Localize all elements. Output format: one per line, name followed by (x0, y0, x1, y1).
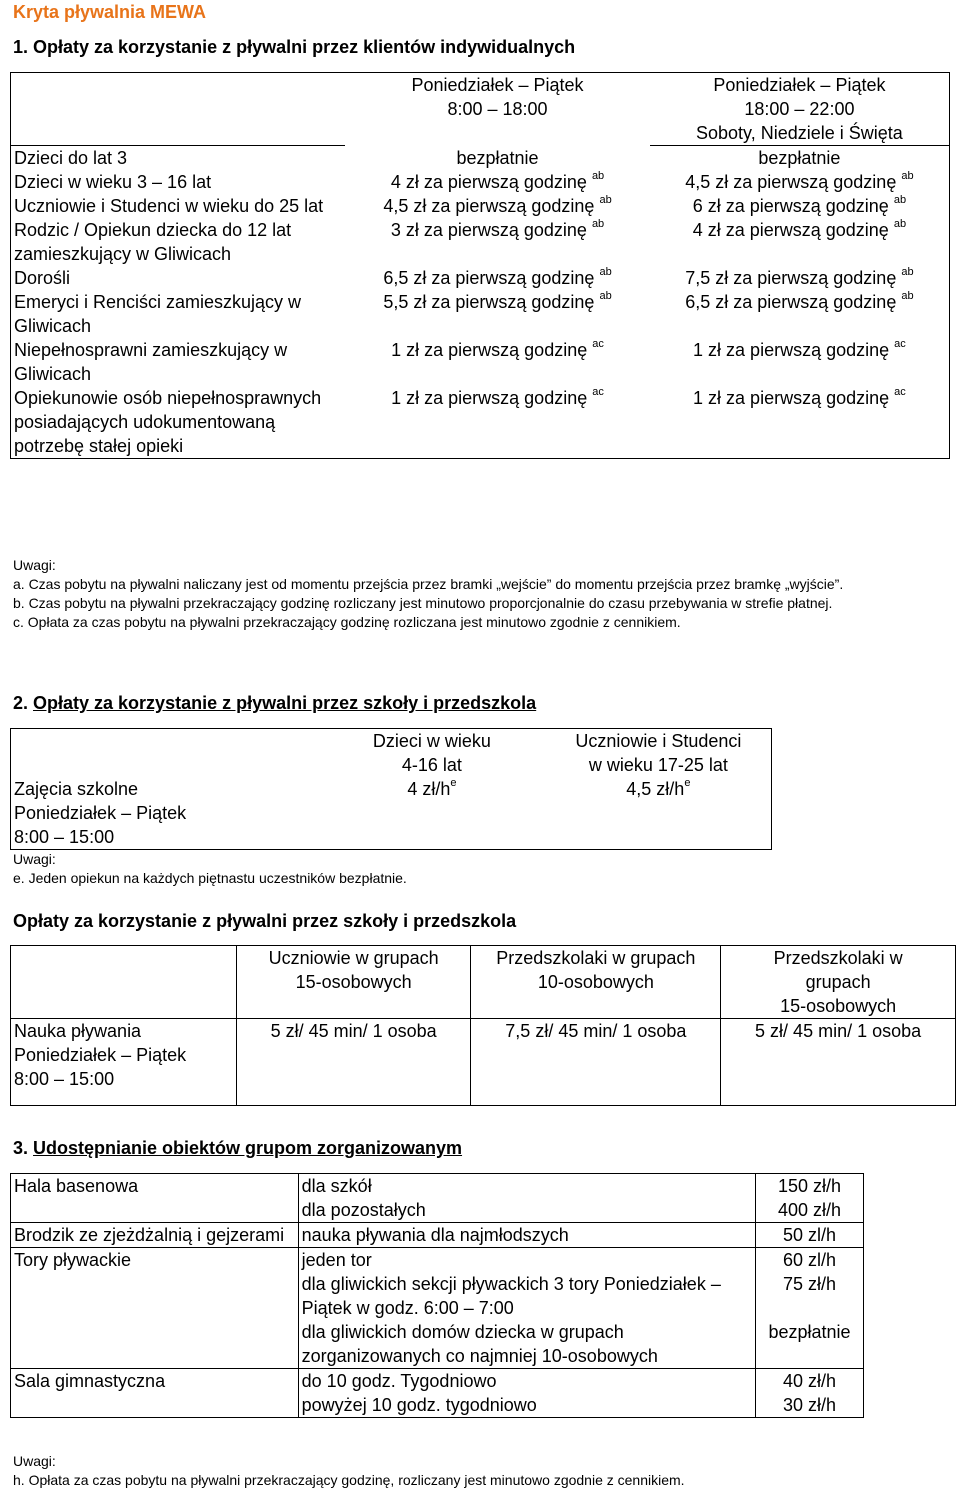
price-cell (318, 777, 546, 850)
col-header-line: 4-16 lat (401, 755, 462, 775)
section-title: Opłaty za korzystanie z pływalni przez szkoły i przedszkola (33, 693, 537, 713)
col-header-line: Poniedziałek – Piątek (411, 75, 584, 95)
footnote-marker: ab (901, 170, 914, 182)
price-value: 4 zł/h (407, 779, 451, 799)
footnote-marker: ab (599, 194, 612, 206)
row-label (11, 777, 319, 850)
empty-header-cell (11, 729, 319, 778)
section-2b-heading: Opłaty za korzystanie z pływalni przez szkoły i przedszkola (13, 911, 517, 931)
price-value: 3 zł za pierwszą godzinę (390, 220, 587, 240)
table-row (11, 777, 772, 850)
price-cell: 5 zł/ 45 min/ 1 osoba (721, 1019, 956, 1106)
price-cell (345, 290, 650, 338)
price-value: bezpłatnie (758, 148, 841, 168)
price-cell (345, 146, 650, 171)
table-row (11, 1248, 864, 1273)
note-h: h. Opłata za czas pobytu na pływalni przekraczający godzinę, rozliczany jest minutowo zgodnie z cennikiem. (13, 1472, 685, 1488)
section-1-notes (13, 556, 948, 632)
rental-description: dla pozostałych (298, 1198, 755, 1223)
table-row (11, 266, 950, 290)
price-value: 7,5 zł za pierwszą godzinę (685, 268, 897, 288)
individual-fees-table (10, 72, 950, 459)
section-number: 2. (13, 693, 34, 713)
col-header-line: 8:00 – 18:00 (447, 99, 548, 119)
document-title: Kryta pływalnia MEWA (13, 2, 207, 22)
price-value: 6,5 zł za pierwszą godzinę (685, 292, 897, 312)
rental-price: 75 zł/h (756, 1272, 864, 1320)
note-b: b. Czas pobytu na pływalni przekraczający godzinę rozliczany jest minutowo proporcjonalnie do czasu przebywania w strefie płatnej. (13, 595, 833, 611)
row-label-line: Zajęcia szkolne (14, 779, 139, 799)
col-header-line: Uczniowie w grupach (268, 948, 439, 968)
price-cell (345, 386, 650, 459)
table-row (11, 386, 950, 459)
rental-price: 400 zł/h (756, 1198, 864, 1223)
facility-name: Brodzik ze zjeżdżalnią i gejzerami (11, 1223, 299, 1248)
price-cell: 5 zł/ 45 min/ 1 osoba (236, 1019, 471, 1106)
school-fees-table (10, 728, 772, 850)
footnote-marker: ab (893, 194, 907, 206)
price-cell (345, 218, 650, 266)
price-value: 4,5 zł za pierwszą godzinę (685, 172, 897, 192)
row-label: Dzieci w wieku 3 – 16 lat (11, 170, 346, 194)
col-header-children (318, 729, 546, 778)
row-label: Dorośli (11, 266, 346, 290)
row-label-line: Poniedziałek – Piątek (14, 803, 187, 823)
table-row (11, 218, 950, 266)
table-row (11, 290, 950, 338)
footnote-marker: ab (599, 266, 612, 278)
col-header-preschool-10 (471, 946, 721, 1019)
rental-price: 30 zł/h (756, 1393, 864, 1418)
rental-description: jeden tor (298, 1248, 755, 1273)
table-row (11, 170, 950, 194)
price-cell (345, 170, 650, 194)
price-cell (546, 777, 772, 850)
note-a: a. Czas pobytu na pływalni naliczany jest od momentu przejścia przez bramki „wejście” do momentu przejścia przez bramkę „wyjście”. (13, 576, 844, 592)
table-row (11, 1174, 864, 1199)
price-cell (345, 338, 650, 386)
section-title: Udostępnianie obiektów grupom zorganizowanym (33, 1138, 463, 1158)
footnote-marker: ab (901, 266, 914, 278)
section-number: 3. (13, 1138, 34, 1158)
footnote-marker: ab (599, 290, 612, 302)
table-header-row (11, 946, 956, 1019)
price-value: 1 zł za pierwszą godzinę (391, 388, 588, 408)
row-label: Opiekunowie osób niepełnosprawnych posiadających udokumentowaną potrzebę stałej opieki (11, 386, 346, 459)
table-header-row (11, 729, 772, 778)
table-row (11, 146, 950, 171)
col-header-line: w wieku 17-25 lat (588, 755, 728, 775)
price-value: 4,5 zł za pierwszą godzinę (383, 196, 595, 216)
table-row (11, 1223, 864, 1248)
row-label-line: Poniedziałek – Piątek (14, 1045, 187, 1065)
price-value: 4 zł za pierwszą godzinę (390, 172, 587, 192)
rental-price: 40 zł/h (756, 1369, 864, 1394)
row-label: Niepełnosprawni zamieszkujący w Gliwicach (11, 338, 346, 386)
price-cell (650, 266, 950, 290)
price-cell (345, 266, 650, 290)
col-header-line: Dzieci w wieku (372, 731, 491, 751)
footnote-marker: ab (901, 290, 914, 302)
col-header-preschool-15 (721, 946, 956, 1019)
rental-price: 150 zł/h (756, 1174, 864, 1199)
notes-label: Uwagi: (13, 557, 56, 573)
col-header-line: 15-osobowych (780, 996, 897, 1016)
section-3-notes (13, 1452, 685, 1490)
footnote-marker: ac (592, 338, 604, 350)
price-cell (650, 386, 950, 459)
price-cell (650, 290, 950, 338)
price-value: 4,5 zł/h (626, 779, 685, 799)
rental-description: powyżej 10 godz. tygodniowo (298, 1393, 755, 1418)
section-3-heading (13, 1138, 462, 1159)
rental-price: bezpłatnie (756, 1320, 864, 1369)
row-label (11, 1019, 237, 1106)
price-value: 5,5 zł za pierwszą godzinę (383, 292, 595, 312)
price-value: bezpłatnie (456, 147, 539, 168)
col-header-line: 15-osobowych (295, 972, 412, 992)
col-header-weekday-day (345, 73, 650, 146)
price-value: 4 zł za pierwszą godzinę (692, 220, 889, 240)
col-header-line: Soboty, Niedziele i Święta (696, 123, 903, 143)
rental-description: dla szkół (298, 1174, 755, 1199)
row-label: Uczniowie i Studenci w wieku do 25 lat (11, 194, 346, 218)
price-cell (650, 194, 950, 218)
col-header-line: Poniedziałek – Piątek (713, 75, 886, 95)
notes-label: Uwagi: (13, 851, 56, 867)
rental-price: 50 zl/h (756, 1223, 864, 1248)
price-cell (650, 146, 950, 171)
col-header-line: Przedszkolaki w grupach (496, 948, 696, 968)
rental-description: nauka pływania dla najmłodszych (298, 1223, 755, 1248)
price-cell: 7,5 zł/ 45 min/ 1 osoba (471, 1019, 721, 1106)
footnote-marker: e (450, 777, 457, 789)
row-label: Dzieci do lat 3 (11, 146, 346, 171)
table-row (11, 194, 950, 218)
row-label: Emeryci i Renciści zamieszkujący w Gliwicach (11, 290, 346, 338)
col-header-line: 18:00 – 22:00 (744, 99, 855, 119)
footnote-marker: ab (893, 218, 907, 230)
price-cell (650, 170, 950, 194)
row-label: Rodzic / Opiekun dziecka do 12 lat zamieszkujący w Gliwicach (11, 218, 346, 266)
notes-label: Uwagi: (13, 1453, 56, 1469)
note-c: c. Opłata za czas pobytu na pływalni przekraczający godzinę rozliczana jest minutowo zgodnie z cennikiem. (13, 614, 681, 630)
price-cell (650, 218, 950, 266)
footnote-marker: ac (894, 386, 906, 398)
price-value: 1 zł za pierwszą godzinę (693, 340, 890, 360)
col-header-evening-weekend (650, 73, 950, 146)
empty-header-cell (11, 73, 346, 146)
col-header-line: Uczniowie i Studenci (575, 731, 742, 751)
price-value: 1 zł za pierwszą godzinę (693, 388, 890, 408)
footnote-marker: ac (592, 386, 604, 398)
row-label-line: Nauka pływania (14, 1021, 142, 1041)
empty-header-cell (11, 946, 237, 1019)
table-row (11, 1019, 956, 1106)
footnote-marker: ab (591, 170, 605, 182)
swimming-lessons-table (10, 945, 956, 1106)
col-header-line: grupach (805, 972, 871, 992)
rental-description: do 10 godz. Tygodniowo (298, 1369, 755, 1394)
col-header-line: 10-osobowych (537, 972, 654, 992)
section-1-heading: 1. Opłaty za korzystanie z pływalni przez klientów indywidualnych (13, 37, 576, 57)
table-row (11, 1369, 864, 1394)
facility-name: Sala gimnastyczna (11, 1369, 299, 1418)
section-2-notes (13, 850, 407, 888)
rental-description: dla gliwickich domów dziecka w grupach zorganizowanych co najmniej 10-osobowych (298, 1320, 755, 1369)
price-value: 1 zł za pierwszą godzinę (391, 340, 588, 360)
rental-price: 60 zl/h (756, 1248, 864, 1273)
col-header-students (546, 729, 772, 778)
footnote-marker: ab (591, 218, 605, 230)
price-cell (650, 338, 950, 386)
col-header-pupils (236, 946, 471, 1019)
table-row (11, 338, 950, 386)
note-e: e. Jeden opiekun na każdych piętnastu uczestników bezpłatnie. (13, 870, 407, 886)
facility-name: Tory pływackie (11, 1248, 299, 1369)
row-label-line: 8:00 – 15:00 (14, 827, 115, 847)
price-value: 6,5 zł za pierwszą godzinę (383, 268, 595, 288)
facility-name: Hala basenowa (11, 1174, 299, 1223)
price-cell (345, 194, 650, 218)
rental-description: dla gliwickich sekcji pływackich 3 tory Poniedziałek – Piątek w godz. 6:00 – 7:00 (298, 1272, 755, 1320)
footnote-marker: e (684, 777, 691, 789)
section-2-heading (13, 693, 536, 714)
group-rental-table (10, 1173, 864, 1418)
price-value: 6 zł za pierwszą godzinę (692, 196, 889, 216)
col-header-line: Przedszkolaki w (773, 948, 903, 968)
footnote-marker: ac (894, 338, 906, 350)
row-label-line: 8:00 – 15:00 (14, 1069, 115, 1089)
table-header-row (11, 73, 950, 146)
